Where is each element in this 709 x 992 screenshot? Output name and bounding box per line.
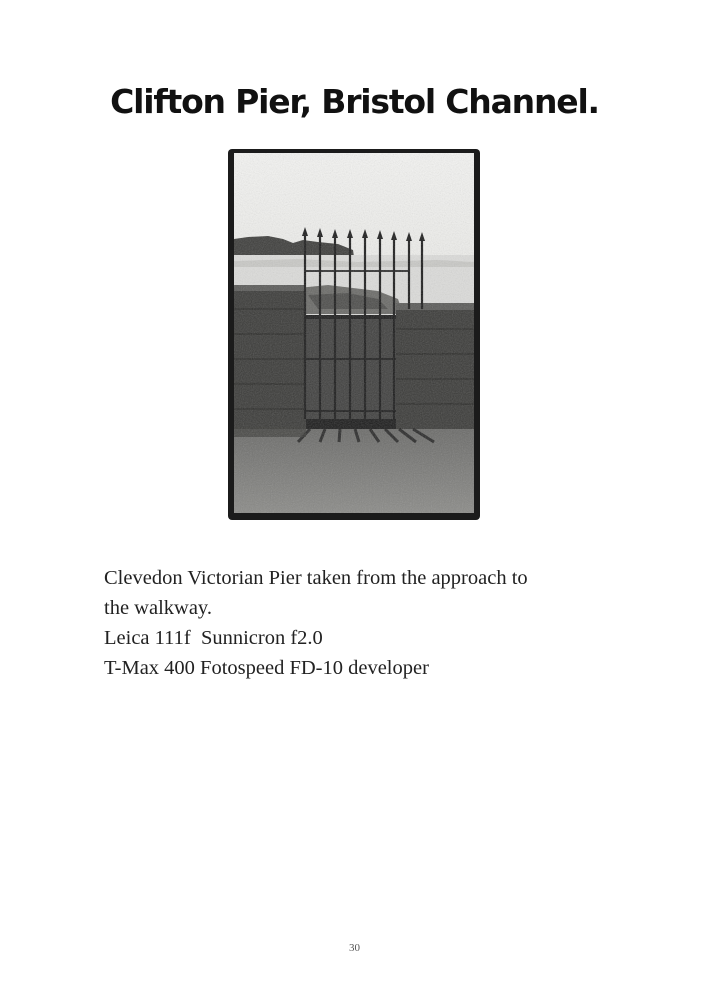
photograph — [228, 149, 480, 520]
camera-line: Leica 111f Sunnicron f2.0 — [104, 627, 323, 649]
page-title: Clifton Pier, Bristol Channel. — [110, 82, 599, 121]
caption-line: the walkway. — [104, 597, 212, 619]
caption — [104, 563, 624, 683]
film-line: T-Max 400 Fotospeed FD-10 developer — [104, 657, 429, 679]
caption-line: Clevedon Victorian Pier taken from the approach to — [104, 567, 528, 589]
page-number: 30 — [349, 942, 360, 954]
